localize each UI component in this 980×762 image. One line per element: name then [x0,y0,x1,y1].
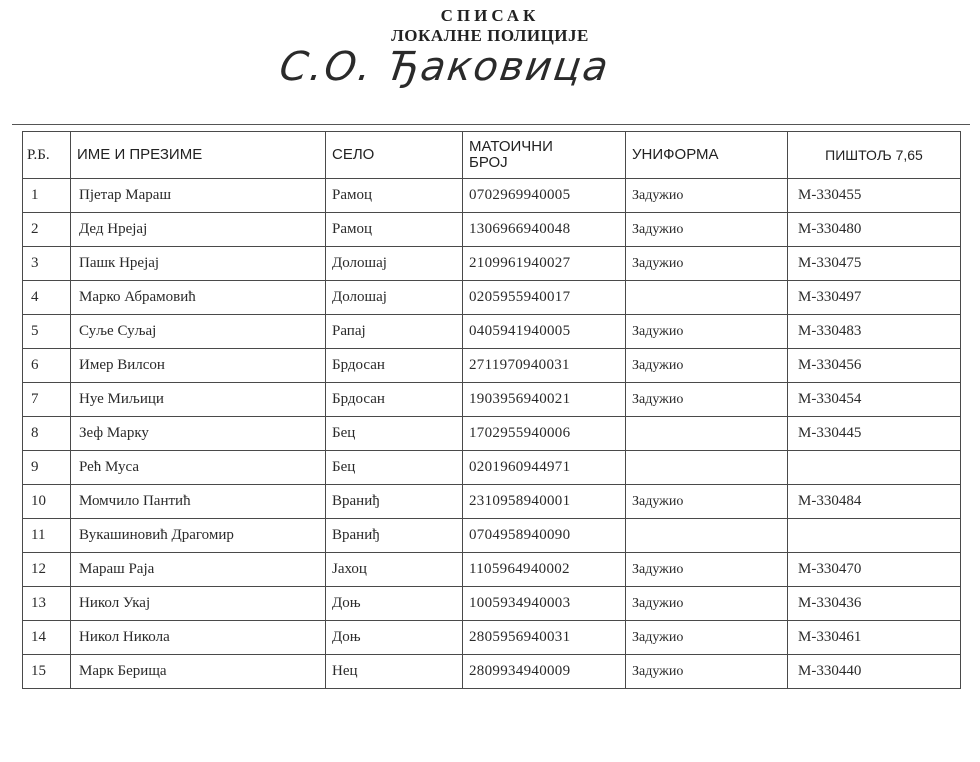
table-row [23,553,961,587]
cell-uniform: Задужио [626,179,788,213]
cell-village: Долошај [326,247,463,281]
table-row [23,621,961,655]
cell-rb: 1 [23,179,71,213]
document-subtitle: ЛОКАЛНЕ ПОЛИЦИЈЕ [391,26,589,45]
table-row [23,519,961,553]
cell-rb: 5 [23,315,71,349]
table-row [23,417,961,451]
cell-name: Вукашиновић Драгомир [71,519,326,553]
cell-rb: 8 [23,417,71,451]
cell-village: Јахоц [326,553,463,587]
cell-id-number: 0702969940005 [463,179,626,213]
table-row [23,587,961,621]
cell-name: Нуе Миљици [71,383,326,417]
cell-pistol [788,519,961,553]
cell-name: Пјетар Мараш [71,179,326,213]
cell-id-number: 2310958940001 [463,485,626,519]
table-row [23,213,961,247]
cell-pistol [788,451,961,485]
cell-uniform: Задужио [626,587,788,621]
cell-id-number: 1005934940003 [463,587,626,621]
cell-village: Рамоц [326,179,463,213]
cell-rb: 4 [23,281,71,315]
cell-rb: 15 [23,655,71,689]
cell-pistol: М-330455 [788,179,961,213]
cell-rb: 14 [23,621,71,655]
header-id-line1: МАТОИЧНИ [469,138,553,155]
table-row [23,179,961,213]
cell-id-number: 2711970940031 [463,349,626,383]
cell-pistol: М-330461 [788,621,961,655]
cell-name: Зеф Марку [71,417,326,451]
cell-rb: 13 [23,587,71,621]
cell-rb: 6 [23,349,71,383]
police-roster-table [22,131,961,689]
cell-uniform: Задужио [626,349,788,383]
cell-uniform: Задужио [626,485,788,519]
cell-village: Брдосан [326,383,463,417]
header-village: СЕЛО [326,132,463,179]
table-row [23,349,961,383]
cell-id-number: 0201960944971 [463,451,626,485]
cell-rb: 2 [23,213,71,247]
cell-pistol: М-330470 [788,553,961,587]
cell-name: Никол Никола [71,621,326,655]
table-row [23,247,961,281]
header-uniform: УНИФОРМА [626,132,788,179]
cell-uniform [626,417,788,451]
cell-pistol: М-330497 [788,281,961,315]
handwritten-station-name: С.О. Ђаковица [276,44,613,90]
cell-id-number: 2809934940009 [463,655,626,689]
header-id [463,132,626,179]
cell-pistol: М-330456 [788,349,961,383]
cell-uniform: Задужио [626,553,788,587]
cell-village: Рапај [326,315,463,349]
cell-uniform [626,451,788,485]
table-row [23,315,961,349]
cell-pistol: М-330480 [788,213,961,247]
cell-uniform: Задужио [626,621,788,655]
header-pistol: ПИШТОЉ 7,65 [788,132,961,179]
cell-id-number: 0205955940017 [463,281,626,315]
table-row [23,451,961,485]
cell-pistol: М-330483 [788,315,961,349]
table-row [23,485,961,519]
cell-village: Враниђ [326,485,463,519]
cell-name: Имер Вилсон [71,349,326,383]
cell-id-number: 0405941940005 [463,315,626,349]
cell-rb: 7 [23,383,71,417]
cell-name: Дед Нрејај [71,213,326,247]
roster-body [23,179,961,689]
cell-uniform: Задужио [626,315,788,349]
cell-pistol: М-330436 [788,587,961,621]
cell-pistol: М-330440 [788,655,961,689]
cell-name: Рећ Муса [71,451,326,485]
cell-rb: 10 [23,485,71,519]
cell-pistol: М-330484 [788,485,961,519]
cell-village: Рамоц [326,213,463,247]
cell-rb: 9 [23,451,71,485]
cell-uniform: Задужио [626,383,788,417]
cell-name: Марко Абрамовић [71,281,326,315]
cell-id-number: 2109961940027 [463,247,626,281]
cell-pistol: М-330454 [788,383,961,417]
cell-name: Суље Суљај [71,315,326,349]
table-row [23,655,961,689]
cell-uniform [626,281,788,315]
table-row [23,383,961,417]
cell-village: Доњ [326,587,463,621]
cell-id-number: 1306966940048 [463,213,626,247]
cell-uniform: Задужио [626,655,788,689]
cell-village: Долошај [326,281,463,315]
cell-id-number: 1903956940021 [463,383,626,417]
cell-name: Мараш Раја [71,553,326,587]
cell-id-number: 1105964940002 [463,553,626,587]
cell-village: Бец [326,417,463,451]
cell-id-number: 1702955940006 [463,417,626,451]
cell-uniform: Задужио [626,213,788,247]
cell-name: Никол Укај [71,587,326,621]
cell-name: Пашк Нрејај [71,247,326,281]
cell-village: Доњ [326,621,463,655]
document-title: СПИСАК [440,6,540,25]
cell-uniform: Задужио [626,247,788,281]
cell-rb: 3 [23,247,71,281]
top-rule [12,124,970,125]
cell-village: Нец [326,655,463,689]
cell-uniform [626,519,788,553]
header-rb: Р.Б. [23,132,71,179]
header-name: ИМЕ И ПРЕЗИМЕ [71,132,326,179]
header-id-line2: БРОЈ [469,154,508,171]
table-header-row [23,132,961,179]
cell-village: Бец [326,451,463,485]
table-row [23,281,961,315]
cell-village: Враниђ [326,519,463,553]
cell-pistol: М-330445 [788,417,961,451]
cell-id-number: 2805956940031 [463,621,626,655]
cell-name: Момчило Пантић [71,485,326,519]
cell-pistol: М-330475 [788,247,961,281]
cell-id-number: 0704958940090 [463,519,626,553]
cell-name: Марк Берища [71,655,326,689]
cell-rb: 11 [23,519,71,553]
cell-rb: 12 [23,553,71,587]
cell-village: Брдосан [326,349,463,383]
